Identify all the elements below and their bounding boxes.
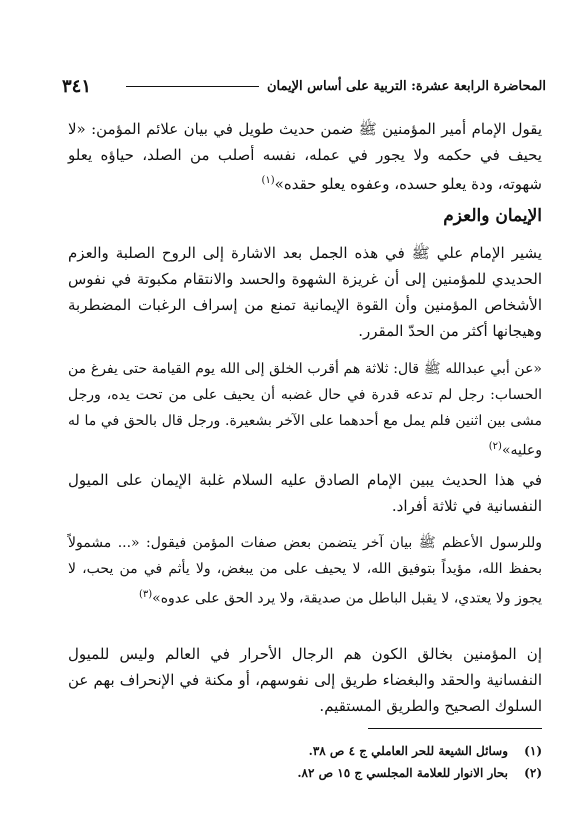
footnote-text: بحار الانوار للعلامة المجلسي ج ١٥ ص ٨٢. bbox=[297, 766, 508, 780]
header-rule bbox=[126, 86, 259, 87]
running-title: المحاضرة الرابعة عشرة: التربية على أساس الإيمان bbox=[266, 78, 546, 94]
paragraph-5-text: وللرسول الأعظم ﷺ بيان آخر يتضمن بعض صفات المؤمن فيقول: «... مشمولاً بحفظ الله، مؤيداً بتوفيق الله، لا يحيف على من يبغض، ولا يأثم في من يحب، لا يجوز ولا يعتدي، لا يقبل الباطل من صديقة، ولا يرد الحق على عدوه» bbox=[68, 535, 542, 607]
paragraph-2: يشير الإمام علي ﷺ في هذه الجمل بعد الاشارة إلى الروح الصلبة والعزم الحديدي للمؤمنين إلى أن غريزة الشهوة والحسد والانتقام مكبوتة في نفوس الأشخاص المؤمنين وأن القوة الإيمانية تمنع من إسراف الرغبات المضطربة وهيجانها أكثر من الحدّ المقرر. bbox=[68, 244, 542, 340]
page-header bbox=[62, 76, 546, 96]
paragraph-4: في هذا الحديث يبين الإمام الصادق عليه السلام غلبة الإيمان على الميول النفسانية في ثلاثة أفراد. bbox=[68, 471, 542, 515]
footnote-item bbox=[68, 762, 542, 784]
paragraph-3-text: «عن أبي عبدالله ﷺ قال: ثلاثة هم أقرب الخلق إلى الله يوم القيامة حتى يفرغ من الحساب: رجل لم تدعه قدرة في حال غضبه أن يحيف على من تحت يده، ورجل مشى بين اثنين فلم يمل مع أحدهما على الآخر بشعيرة. ورجل قال بالحق في ما له وعليه» bbox=[68, 361, 542, 459]
footnote-number: (٢) bbox=[524, 766, 542, 780]
paragraph-1 bbox=[68, 116, 542, 197]
paragraph-1-text: يقول الإمام أمير المؤمنين ﷺ ضمن حديث طويل في بيان علائم المؤمن: «لا يحيف في حكمه ولا يجور في عمله، نفسه أصلب من الصلد، حياؤه يعلو شهوته، ودة يعلو حسده، وعفوه يعلو حقده» bbox=[68, 120, 542, 193]
paragraph-3 bbox=[68, 356, 542, 464]
footnotes bbox=[68, 740, 542, 784]
footnote-item bbox=[68, 740, 542, 762]
footnote-ref-2: (٢) bbox=[488, 441, 502, 452]
page-number: ٣٤١ bbox=[62, 75, 92, 97]
footnote-rule bbox=[368, 728, 542, 729]
paragraph-5 bbox=[68, 530, 542, 612]
footnote-number: (١) bbox=[524, 744, 542, 758]
paragraph-6: إن المؤمنين بخالق الكون هم الرجال الأحرار في العالم وليس للميول النفسانية والحقد والبغضاء طريق إلى نفوسهم، أو مكنة في الإنحراف بهم عن السلوك الصحيح والطريق المستقيم. bbox=[68, 645, 542, 715]
footnote-text: وسائل الشيعة للحر العاملي ج ٤ ص ٣٨. bbox=[308, 744, 508, 758]
footnote-ref-3: (٣) bbox=[138, 589, 153, 600]
footnote-ref-1: (١) bbox=[261, 175, 275, 186]
section-heading: الإيمان والعزم bbox=[443, 206, 542, 226]
